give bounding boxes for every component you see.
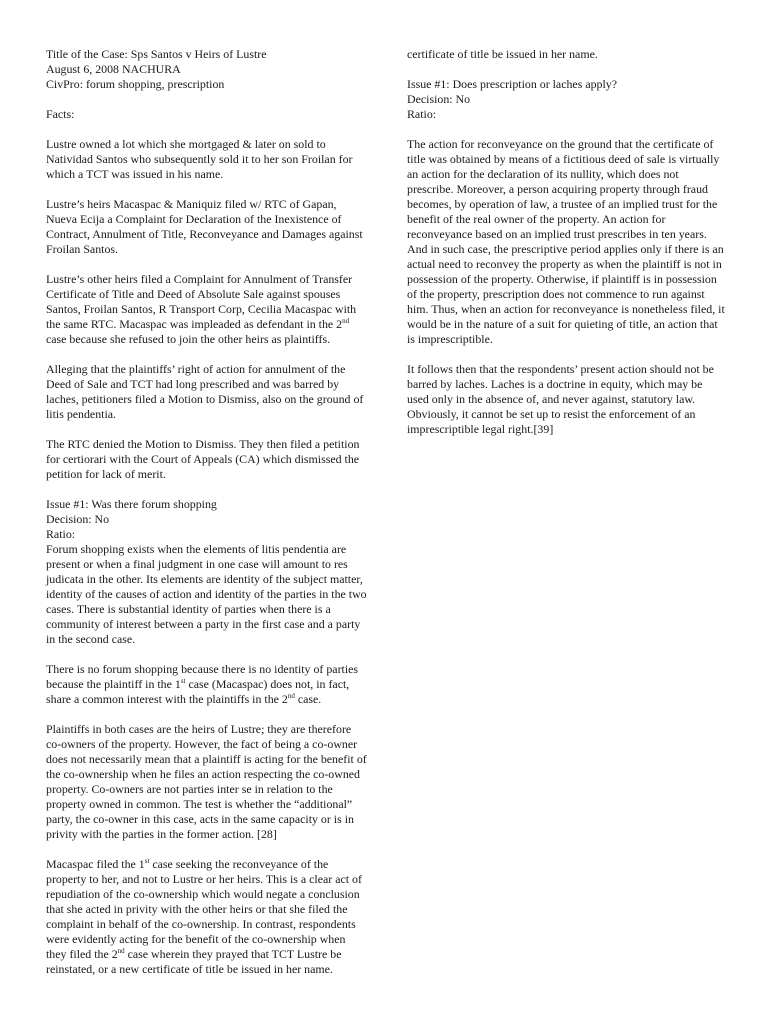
facts-paragraph-3-superscript: nd [342, 317, 350, 325]
issue-2-paragraph-1: The action for reconveyance on the ground that the certificate of title was obtained by means of a fictitious deed of sale is virtually an action for the declaration of its nullity, which does not prescribe. Moreover, a person acquiring property through fraud becomes, by operation of law, a trustee of an implied trust for the benefit of the real owner of the property. An action for reconveyance based on an implied trust prescribes in ten years. And in such case, the prescriptive period applies only if there is an actual need to reconvey the property as when the plaintiff is not in possession of the property. Otherwise, if plaintiff is in possession of the property, prescription does not commence to run against him. Thus, when an action for reconveyance is nonetheless filed, it would be in the nature of a suit for quieting of title, an action that is imprescriptible. [407, 137, 725, 346]
facts-paragraph-1: Lustre owned a lot which she mortgaged & later on sold to Natividad Santos who subsequently sold it to her son Froilan for which a TCT was issued in his name. [46, 137, 353, 181]
issue-1-paragraph-2-text-c: case. [294, 692, 322, 706]
facts-paragraph-2: Lustre’s heirs Macaspac & Maniquiz filed w/ RTC of Gapan, Nueva Ecija a Complaint for Declaration of the Inexistence of Contract, Annulment of Title, Reconveyance and Damages against Froilan Santos. [46, 197, 363, 256]
issue-1-paragraph-4-superscript-2: nd [117, 947, 125, 955]
issue-1-paragraph-2-superscript-1: st [180, 677, 186, 685]
facts-paragraph-4: Alleging that the plaintiffs’ right of action for annulment of the Deed of Sale and TCT had long prescribed and was barred by laches, petitioners filed a Motion to Dismiss, also on the ground of litis pendentia. [46, 362, 364, 421]
case-date: August 6, 2008 NACHURA [46, 62, 181, 76]
facts-heading: Facts: [46, 107, 75, 121]
issue-2-paragraph-2: It follows then that the respondents’ present action should not be barred by laches. Laches is a doctrine in equity, which may be used only in the absence of, and never against, statutory law. Obviously, it cannot be set up to resist the enforcement of an imprescriptible legal right.[39] [407, 362, 714, 436]
issue-1-paragraph-4-text-c: case wherein they prayed that TCT Lustre be reinstated, or a new certificate of title be issued in her name. [46, 947, 342, 976]
issue-2-decision: Decision: No [407, 92, 471, 106]
issue-1-paragraph-4-superscript-1: st [144, 857, 150, 865]
issue-1-paragraph-2-text-a: There is no forum shopping because there is no identity of parties because the plaintiff in the 1 [46, 662, 359, 691]
issue-1-paragraph-4-text-b: case seeking the reconveyance of the property to her, and not to Lustre or her heirs. This is a clear act of repudiation of the co-ownership which would negate a conclusion that she acted in privity with the other heirs or that she filed the complaint in behalf of the co-ownership. In contrast, respondents were evidently acting for the benefit of the co-ownership when they filed the 2 [46, 857, 362, 961]
issue-1-paragraph-3: Plaintiffs in both cases are the heirs of Lustre; they are therefore co-owners of the property. However, the fact of being a co-owner does not necessarily mean that a plaintiff is acting for the benefit of the co-ownership when he files an action respecting the co-owned property. Co-owners are not parties inter se in relation to the property owned in common. The test is whether the “additional” party, the co-owner in this case, acts in the same capacity or is in privity with the parties in the former action. [28] [46, 722, 367, 841]
issue-1-decision: Decision: No [46, 512, 110, 526]
issue-1-paragraph-4-continued: certificate of title be issued in her name. [407, 47, 598, 61]
case-topic: CivPro: forum shopping, prescription [46, 77, 225, 91]
facts-paragraph-3-text-b: case because she refused to join the other heirs as plaintiffs. [46, 332, 331, 346]
issue-1-paragraph-4-text-a: Macaspac filed the 1 [46, 857, 145, 871]
issue-2-heading: Issue #1: Does prescription or laches apply? [407, 77, 618, 91]
facts-paragraph-3 [46, 272, 368, 347]
facts-paragraph-5: The RTC denied the Motion to Dismiss. They then filed a petition for certiorari with the Court of Appeals (CA) which dismissed the petition for lack of merit. [46, 437, 360, 481]
issue-1-paragraph-1: Forum shopping exists when the elements of litis pendentia are present or when a final judgment in one case will amount to res judicata in the other. Its elements are identity of the subject matter, identity of the causes of action and identity of the parties in the two cases. There is substantial identity of parties when there is a community of interest between a party in the first case and a party in the second case. [46, 542, 367, 646]
facts-paragraph-3-text-a: Lustre’s other heirs filed a Complaint for Annulment of Transfer Certificate of Title and Deed of Absolute Sale against spouses Santos, Froilan Santos, R Transport Corp, Cecilia Macaspac with the same RTC. Macaspac was impleaded as defendant in the 2 [46, 272, 357, 331]
issue-1-paragraph-2-superscript-2: nd [287, 692, 295, 700]
issue-1-paragraph-4 [46, 857, 368, 977]
case-title: Title of the Case: Sps Santos v Heirs of Lustre [46, 47, 267, 61]
issue-1-ratio-label: Ratio: [46, 527, 76, 541]
issue-1-heading: Issue #1: Was there forum shopping [46, 497, 217, 511]
issue-2-ratio-label: Ratio: [407, 107, 437, 121]
right-column [407, 47, 725, 452]
issue-1-paragraph-2 [46, 662, 368, 707]
issue-1-paragraph-2-text-b: case (Macaspac) does not, in fact, share a common interest with the plaintiffs in the 2 [46, 677, 350, 706]
left-column [46, 47, 368, 992]
